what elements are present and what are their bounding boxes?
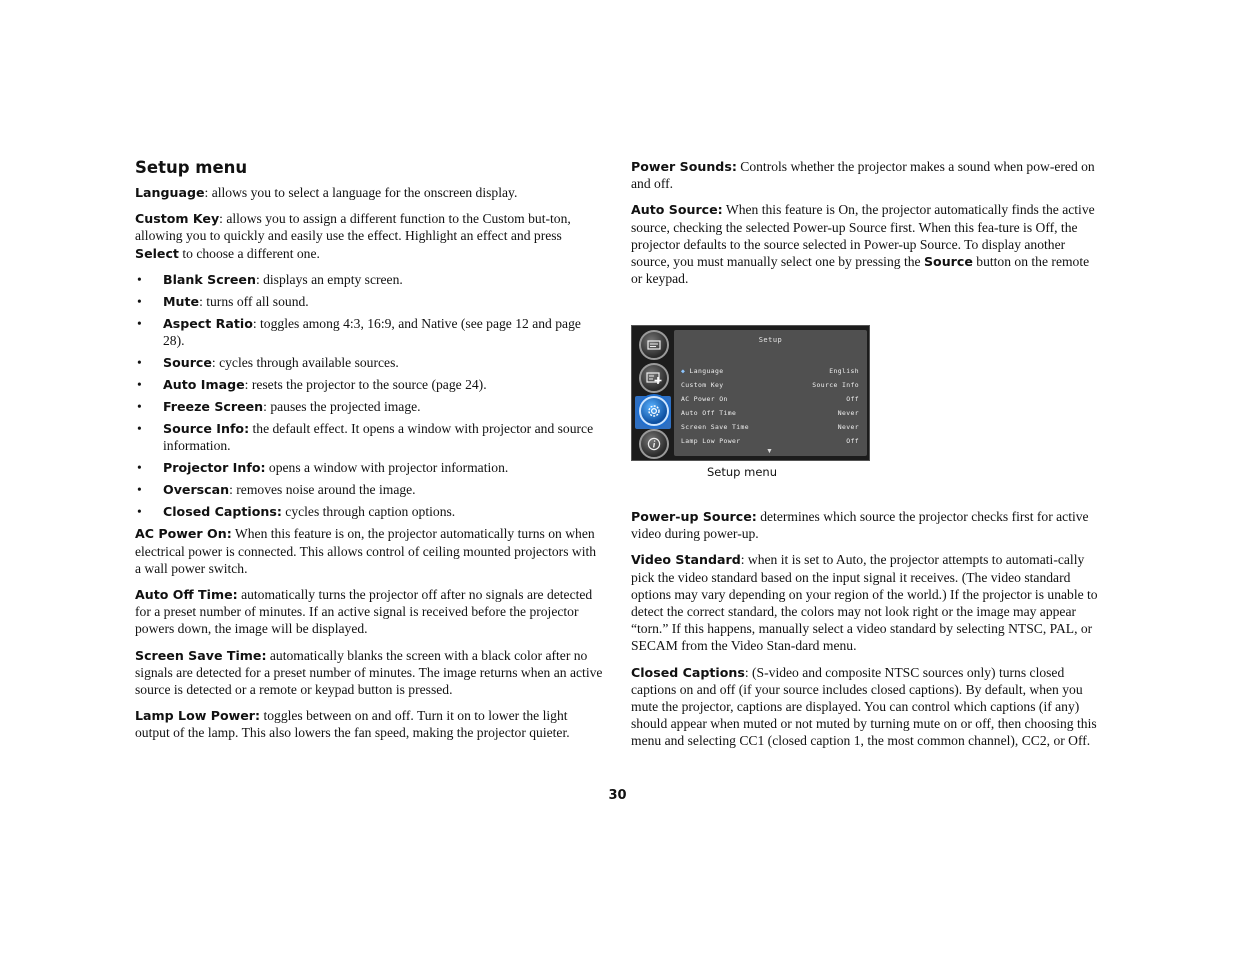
description: determines which source the projector checks first for active video during power-up.	[631, 509, 1089, 542]
setup-row-auto-off	[681, 406, 859, 420]
setup-row-language	[681, 364, 859, 378]
bullet: •	[137, 460, 142, 476]
term: Power-up Source:	[631, 509, 757, 524]
info-icon	[639, 429, 669, 459]
video-standard-paragraph	[631, 551, 1099, 654]
list-item	[135, 459, 603, 476]
term: Mute	[163, 293, 200, 309]
term: Video Standard	[631, 552, 741, 568]
term: Screen Save Time:	[135, 647, 267, 663]
power-sounds-paragraph	[631, 158, 1099, 192]
screen-save-paragraph	[135, 647, 603, 699]
gear-icon	[639, 396, 669, 426]
term: Closed Captions:	[163, 504, 282, 520]
list-item	[135, 354, 603, 371]
select-term: Select	[135, 245, 179, 261]
term: Auto Source:	[631, 202, 723, 218]
description: : toggles among 4:3, 16:9, and Native (see page 12 and page 28).	[163, 315, 581, 349]
description: Controls whether the projector makes a sound when pow-ered on and off.	[631, 159, 1095, 192]
menu-icon-slot	[635, 429, 671, 462]
setup-rows	[681, 364, 859, 448]
description: : turns off all sound.	[199, 293, 309, 309]
setup-menu-figure	[631, 325, 870, 461]
menu-icon-slot	[635, 363, 671, 396]
row-value: Off	[846, 437, 859, 445]
description: : pauses the projected image.	[263, 399, 421, 415]
description: : when it is set to Auto, the projector attempts to automati-cally pick the video standard based on the input signal it receives. (The video standard options may vary depending on your region of the world.) If the projector is unable to detect the correct standard, the colors may not look right or the image may appear “torn.” If this happens, manually select a video standard by selecting NTSC, PAL, or SECAM from the Video Stan-dard menu.	[631, 552, 1098, 654]
description: toggles between on and off. Turn it on to lower the light output of the lamp. This also lowers the fan speed, making the projector quieter.	[135, 708, 570, 741]
description: cycles through caption options.	[281, 504, 456, 520]
right-column-bottom	[631, 508, 1099, 759]
description: When this feature is on, the projector automatically turns on when electrical power is connected. This allows control of ceiling mounted projectors with a wall power switch.	[135, 526, 597, 576]
bullet: •	[137, 271, 142, 287]
term: Overscan	[163, 482, 230, 498]
custom-key-paragraph	[135, 210, 603, 262]
page-number: 30	[608, 788, 627, 803]
row-label: Custom Key	[681, 381, 724, 389]
figure-caption: Setup menu	[707, 465, 777, 479]
term: Source	[163, 355, 212, 371]
right-column-top	[631, 158, 1099, 296]
setup-row-lamp-low	[681, 434, 859, 448]
description: : cycles through available sources.	[211, 355, 399, 371]
list-item	[135, 293, 603, 310]
auto-off-paragraph	[135, 586, 603, 638]
term: Aspect Ratio	[163, 315, 253, 331]
row-value: Never	[837, 423, 859, 431]
menu-icon-slot	[635, 330, 671, 363]
list-item	[135, 481, 603, 498]
row-label: Auto Off Time	[681, 409, 737, 417]
description: automatically blanks the screen with a black color after no signals are detected for a preset number of minutes. The image returns when an active source is detected or a remote or keypad button is pressed.	[135, 647, 603, 698]
term: Language	[135, 185, 205, 200]
setup-row-custom-key	[681, 378, 859, 392]
description: : resets the projector to the source (page 24).	[244, 377, 487, 393]
bullet: •	[137, 377, 142, 393]
menu-icon-slot-active	[635, 396, 671, 429]
list-item	[135, 315, 603, 349]
bullet: •	[137, 504, 142, 520]
setup-panel-title: Setup	[758, 336, 783, 344]
list-item	[135, 376, 603, 393]
row-label	[681, 364, 723, 378]
lamp-low-power-paragraph	[135, 707, 603, 741]
description: : allows you to select a language for the onscreen display.	[204, 185, 518, 200]
term: Lamp Low Power:	[135, 708, 261, 724]
menu-icon-column	[635, 330, 671, 462]
list-item	[135, 503, 603, 520]
setup-row-screen-save	[681, 420, 859, 434]
powerup-source-paragraph	[631, 508, 1099, 542]
description: to choose a different one.	[178, 245, 320, 261]
ac-power-paragraph	[135, 525, 603, 577]
term: AC Power On:	[135, 526, 232, 542]
picture-icon	[639, 330, 669, 360]
term: Freeze Screen	[163, 399, 264, 415]
term: Custom Key	[135, 211, 220, 227]
description: automatically turns the projector off after no signals are detected for a preset number of minutes. If an active signal is received before the projector powers down, the image will be displayed.	[135, 587, 593, 637]
list-item	[135, 398, 603, 415]
row-label: AC Power On	[681, 395, 728, 403]
description: When this feature is On, the projector automatically finds the active source, checking the selected Power-up Source first. When this fea-ture is Off, the projector defaults to the source selected in Power-up Source. To display another source, you must manually select one by pressing the	[631, 202, 1095, 270]
setup-row-ac-power	[681, 392, 859, 406]
scroll-down-arrow-icon: ▼	[766, 447, 773, 455]
description: : removes noise around the image.	[229, 482, 416, 498]
term: Projector Info:	[163, 460, 266, 476]
row-label-text: Language	[689, 367, 724, 375]
description: the default effect. It opens a window with projector and source information.	[163, 421, 594, 454]
custom-key-options-list	[135, 271, 603, 521]
row-label: Lamp Low Power	[681, 437, 741, 445]
description: : allows you to assign a different function to the Custom but-ton, allowing you to quickly and easily use the effect. Highlight an effect and press	[135, 211, 571, 244]
settings-plus-icon	[639, 363, 669, 393]
row-value: Never	[837, 409, 859, 417]
description: button on the remote or keypad.	[631, 254, 1090, 287]
description: : displays an empty screen.	[255, 271, 403, 287]
source-term: Source	[923, 254, 973, 270]
globe-icon: ◆	[681, 367, 686, 375]
term: Blank Screen	[163, 271, 256, 287]
bullet: •	[137, 315, 142, 331]
bullet: •	[137, 355, 142, 371]
term: Source Info:	[163, 421, 250, 437]
term: Power Sounds:	[631, 159, 737, 174]
bullet: •	[137, 399, 142, 415]
row-value: Off	[846, 395, 859, 403]
closed-captions-paragraph	[631, 664, 1099, 750]
list-item	[135, 420, 603, 454]
list-item	[135, 271, 603, 288]
left-column	[135, 158, 603, 751]
row-value: Source Info	[812, 381, 859, 389]
row-value: English	[829, 367, 859, 375]
section-heading: Setup menu	[135, 158, 248, 177]
description: : (S-video and composite NTSC sources only) turns closed captions on and off (if your source includes closed captions). By default, when you mute the projector, captions are displayed. You can control which captions (if any) should appear when muted or not muted by turning mute on or off, then choosing this menu and selecting CC1 (closed caption 1, the most common channel), CC2, or Off.	[631, 664, 1097, 749]
row-label: Screen Save Time	[681, 423, 749, 431]
description: opens a window with projector information.	[265, 460, 509, 476]
term: Closed Captions	[631, 664, 745, 680]
bullet: •	[137, 421, 142, 437]
term: Auto Off Time:	[135, 587, 238, 603]
language-paragraph	[135, 184, 603, 201]
term: Auto Image	[163, 377, 245, 393]
auto-source-paragraph	[631, 201, 1099, 287]
bullet: •	[137, 293, 142, 309]
bullet: •	[137, 482, 142, 498]
setup-panel	[674, 330, 867, 456]
